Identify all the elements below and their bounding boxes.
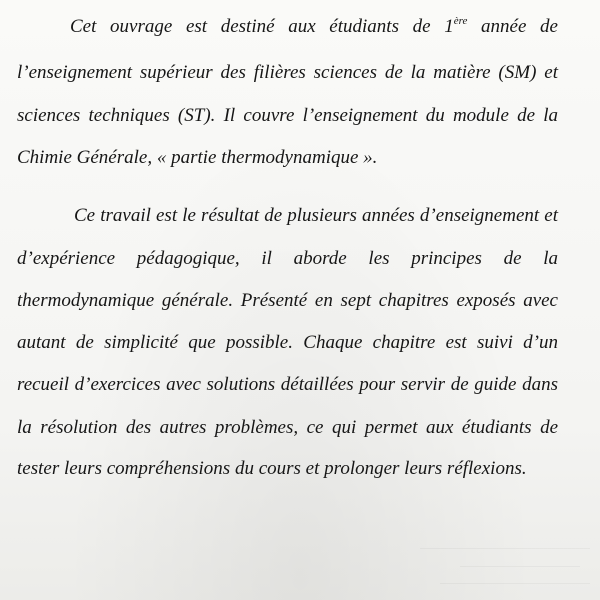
paragraph-2-line-6: la résolution des autres problèmes, ce qui permet aux étudiants de [17, 417, 558, 438]
paragraph-2-line-7: tester leurs compréhensions du cours et prolonger leurs réflexions. [17, 458, 527, 479]
paragraph-2-line-1: Ce travail est le résultat de plusieurs années d’enseignement et [74, 205, 558, 226]
paragraph-1-line-1: Cet ouvrage est destiné aux étudiants de 1ère année de [70, 15, 558, 37]
paragraph-2-line-4: autant de simplicité que possible. Chaque chapitre est suivi d’un [17, 332, 558, 353]
superscript-ere: ère [453, 15, 468, 27]
paragraph-1-line-2: l’enseignement supérieur des filières sciences de la matière (SM) et [17, 62, 558, 83]
show-through-mark [440, 583, 590, 584]
paragraph-1-line-4: Chimie Générale, « partie thermodynamique ». [17, 147, 378, 168]
paragraph-1-line-3: sciences techniques (ST). Il couvre l’enseignement du module de la [17, 105, 558, 126]
paragraph-2-line-2: d’expérience pédagogique, il aborde les principes de la [17, 248, 558, 269]
paragraph-2-line-5: recueil d’exercices avec solutions détaillées pour servir de guide dans [17, 374, 558, 395]
show-through-mark [420, 548, 590, 549]
paragraph-2-line-3: thermodynamique générale. Présenté en sept chapitres exposés avec [17, 290, 558, 311]
show-through-mark [460, 566, 580, 567]
